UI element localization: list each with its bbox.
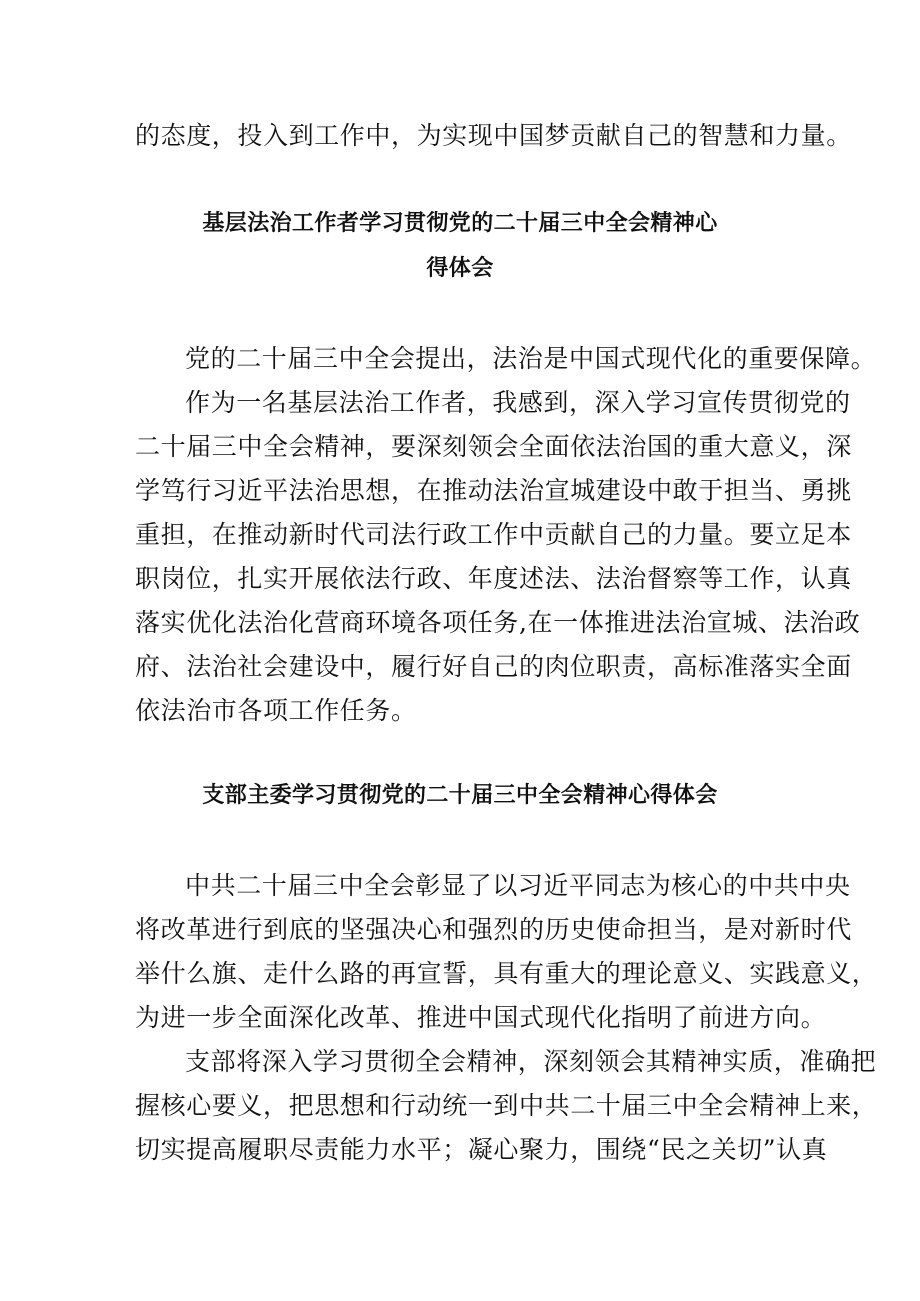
- section-2-para-1-line-1: 中共二十届三中全会彰显了以习近平同志为核心的中共中央: [185, 871, 851, 900]
- section-2-title: 支部主委学习贯彻党的二十届三中全会精神心得体会: [202, 783, 718, 808]
- section-2-para-2-line-2: 握核心要义，把思想和行动统一到中共二十届三中全会精神上来，: [135, 1091, 878, 1120]
- section-1-para-2-line-3: 学笃行习近平法治思想，在推动法治宣城建设中敢于担当、勇挑: [135, 476, 852, 505]
- section-1-para-2-line-5: 职岗位，扎实开展依法行政、年度述法、法治督察等工作，认真: [135, 564, 852, 593]
- section-2-para-1-line-2: 将改革进行到底的坚强决心和强烈的历史使命担当，是对新时代: [135, 915, 852, 944]
- section-2-para-2-line-1: 支部将深入学习贯彻全会精神，深刻领会其精神实质，准确把: [185, 1047, 877, 1076]
- section-1-title-line-2: 得体会: [426, 256, 494, 281]
- section-2-para-2-line-3: 切实提高履职尽责能力水平；凝心聚力，围绕“民之关切”认真: [135, 1135, 828, 1164]
- section-1-para-2-line-7: 府、法治社会建设中，履行好自己的肉位职责，高标准落实全面: [135, 652, 852, 681]
- section-1-para-2-line-2: 二十届三中全会精神，要深刻领会全面依法治国的重大意义，深: [135, 432, 852, 461]
- section-1-para-2-line-4: 重担，在推动新时代司法行政工作中贡献自己的力量。要立足本: [135, 520, 852, 549]
- section-2-para-1-line-4: 为进一步全面深化改革、推进中国式现代化指明了前进方向。: [135, 1003, 827, 1032]
- intro-line-1: 的态度，投入到工作中，为实现中国梦贡献自己的智慧和力量。: [135, 121, 852, 150]
- section-1-para-2-line-6: 落实优化法治化营商环境各项任务,在一体推进法治宣城、法治政: [135, 608, 861, 637]
- section-1-para-2-line-8: 依法治市各项工作任务。: [135, 696, 417, 725]
- section-1-para-2-line-1: 作为一名基层法治工作者，我感到，深入学习宣传贯彻党的: [185, 388, 851, 417]
- section-2-para-1-line-3: 举什么旗、走什么路的再宣誓，具有重大的理论意义、实践意义，: [135, 959, 878, 988]
- section-1-para-1-line-1: 党的二十届三中全会提出，法治是中国式现代化的重要保障。: [185, 344, 877, 373]
- section-1-title-line-1: 基层法治工作者学习贯彻党的二十届三中全会精神心: [202, 211, 718, 236]
